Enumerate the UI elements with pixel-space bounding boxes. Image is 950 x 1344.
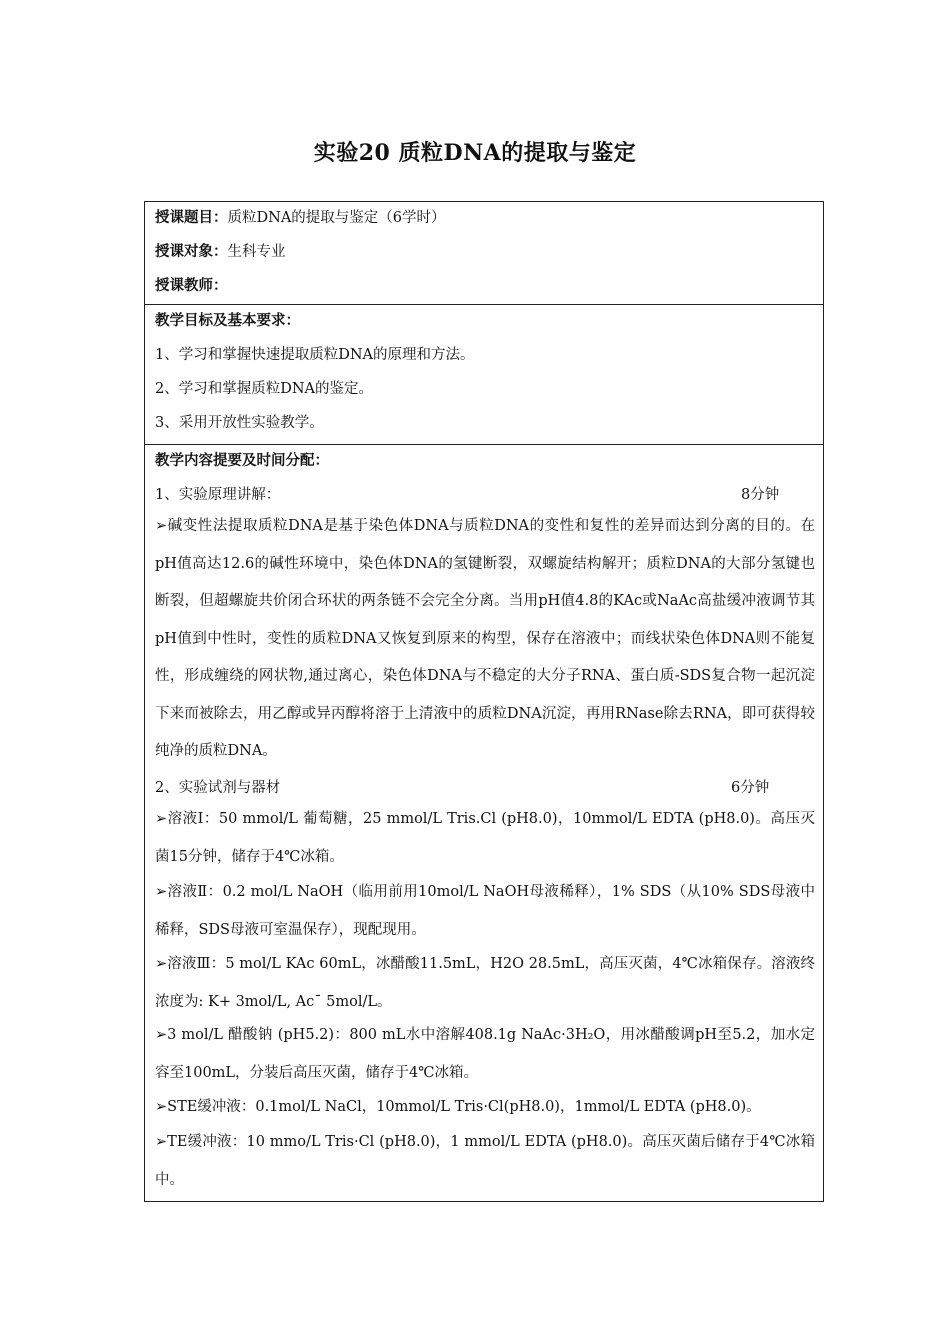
teacher-label: 授课教师： [155, 277, 228, 294]
part1-label: 1、实验原理讲解： [155, 487, 281, 503]
content-heading: 教学内容提要及时间分配： [155, 452, 329, 469]
part2-time: 6分钟 [731, 780, 770, 796]
reagent-solution-3: ➢溶液Ⅲ：5 mol/L KAc 60mL，冰醋酸11.5mL，H2O 28.5mL，高压灭菌，4℃冰箱保存。溶液终浓度为: K+ 3mol/L, Ac¯ 5mol/L。 [155, 956, 815, 1010]
objective-item: 2、学习和掌握质粒DNA的鉴定。 [155, 381, 374, 397]
course-info-section [144, 201, 824, 305]
reagent-sodium-acetate: ➢3 mol/L 醋酸钠 (pH5.2)：800 mL水中溶解408.1g NaAc·3H₂O，用冰醋酸调pH至5.2，加水定容至100mL，分装后高压灭菌，储存于4℃冰箱。 [155, 1027, 815, 1081]
course-audience-row [155, 240, 286, 261]
reagent-te-buffer: ➢TE缓冲液：10 mmo/L Tris·Cl (pH8.0)，1 mmol/L EDTA (pH8.0)。高压灭菌后储存于4℃冰箱中。 [155, 1134, 815, 1188]
audience-value: 生科专业 [227, 244, 286, 260]
part1-time: 8分钟 [741, 487, 780, 503]
principle-paragraph: ➢碱变性法提取质粒DNA是基于染色体DNA与质粒DNA的变性和复性的差异而达到分离的目的。在pH值高达12.6的碱性环境中，染色体DNA的氢键断裂，双螺旋结构解开；质粒DNA的大部分氢键也断裂，但超螺旋共价闭合环状的两条链不会完全分离。当用pH值4.8的KAc或NaAc高盐缓冲液调节其pH值到中性时，变性的质粒DNA又恢复到原来的构型，保存在溶液中；而线状染色体DNA则不能复性，形成缠绕的网状物,通过离心，染色体DNA与不稳定的大分子RNA、蛋白质-SDS复合物一起沉淀下来而被除去，用乙醇或异丙醇将溶于上清液中的质粒DNA沉淀，再用RNase除去RNA，即可获得较纯净的质粒DNA。 [155, 518, 815, 759]
part2-label: 2、实验试剂与器材 [155, 780, 281, 796]
document-title: 实验20 质粒DNA的提取与鉴定 [313, 140, 637, 166]
objective-item: 3、采用开放性实验教学。 [155, 415, 324, 431]
content-section [144, 444, 824, 1202]
topic-value: 质粒DNA的提取与鉴定（6学时） [227, 210, 446, 226]
reagent-solution-2: ➢溶液Ⅱ：0.2 mol/L NaOH（临用前用10mol/L NaOH母液稀释），1% SDS（从10% SDS母液中稀释，SDS母液可室温保存），现配现用。 [155, 884, 815, 938]
course-teacher-row [155, 274, 228, 295]
reagent-ste-buffer: ➢STE缓冲液：0.1mol/L NaCl，10mmol/L Tris·Cl(pH8.0)，1mmol/L EDTA (pH8.0)。 [155, 1099, 761, 1115]
objectives-heading: 教学目标及基本要求： [155, 312, 300, 329]
audience-label: 授课对象： [155, 243, 228, 260]
course-topic-row [155, 206, 446, 227]
objectives-section [144, 304, 824, 445]
topic-label: 授课题目： [155, 209, 228, 226]
reagent-solution-1: ➢溶液Ⅰ：50 mmol/L 葡萄糖，25 mmol/L Tris.Cl (pH8.0)，10mmol/L EDTA (pH8.0)。高压灭菌15分钟，储存于4℃冰箱。 [155, 811, 815, 865]
objective-item: 1、学习和掌握快速提取质粒DNA的原理和方法。 [155, 347, 475, 363]
